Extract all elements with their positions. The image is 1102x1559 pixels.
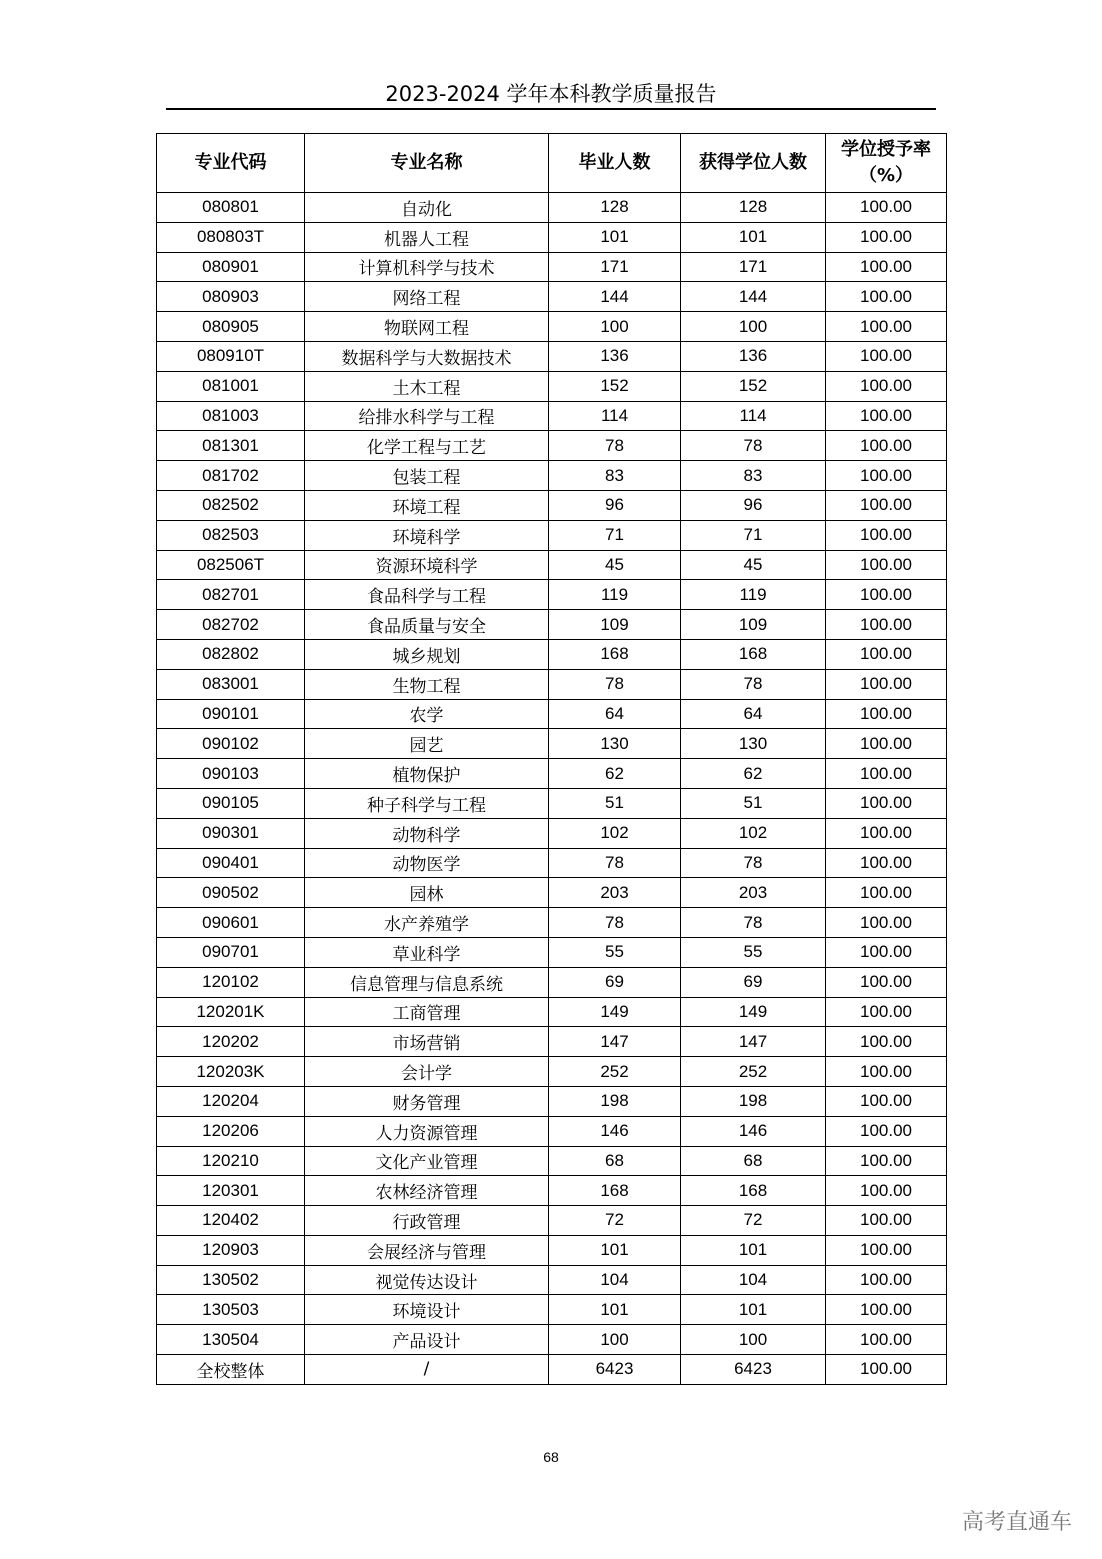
graduates-count: 102 [549, 818, 681, 848]
degree-count: 101 [681, 1235, 826, 1265]
major-name: 视觉传达设计 [305, 1265, 549, 1295]
table-row [157, 1325, 947, 1355]
major-name: 市场营销 [305, 1027, 549, 1057]
major-name: 城乡规划 [305, 639, 549, 669]
degree-award-table [156, 133, 947, 1385]
major-code: 120402 [157, 1206, 305, 1236]
major-name: 食品科学与工程 [305, 580, 549, 610]
table-row [157, 699, 947, 729]
major-code: 130504 [157, 1325, 305, 1355]
major-code: 120102 [157, 967, 305, 997]
major-code: 082502 [157, 490, 305, 520]
major-name: 数据科学与大数据技术 [305, 341, 549, 371]
major-code: 120201K [157, 997, 305, 1027]
degree-count: 78 [681, 431, 826, 461]
degree-count: 198 [681, 1086, 826, 1116]
degree-count: 168 [681, 1176, 826, 1206]
award-rate: 100.00 [826, 312, 947, 342]
major-code: 120203K [157, 1057, 305, 1087]
table-row [157, 252, 947, 282]
award-rate: 100.00 [826, 610, 947, 640]
major-name: 物联网工程 [305, 312, 549, 342]
major-name: 动物科学 [305, 818, 549, 848]
major-name: 动物医学 [305, 848, 549, 878]
degree-count: 128 [681, 193, 826, 223]
graduates-count: 119 [549, 580, 681, 610]
major-code: 080905 [157, 312, 305, 342]
award-rate: 100.00 [826, 1116, 947, 1146]
award-rate: 100.00 [826, 669, 947, 699]
graduates-count: 71 [549, 520, 681, 550]
major-code: 090401 [157, 848, 305, 878]
graduates-count: 78 [549, 431, 681, 461]
table-row [157, 193, 947, 223]
major-name: 行政管理 [305, 1206, 549, 1236]
award-rate: 100.00 [826, 490, 947, 520]
major-name: 园艺 [305, 729, 549, 759]
major-code: 090105 [157, 788, 305, 818]
degree-count: 101 [681, 1295, 826, 1325]
degree-count: 78 [681, 848, 826, 878]
degree-count: 64 [681, 699, 826, 729]
degree-count: 119 [681, 580, 826, 610]
graduates-count: 69 [549, 967, 681, 997]
award-rate: 100.00 [826, 818, 947, 848]
graduates-count: 78 [549, 669, 681, 699]
major-name: 网络工程 [305, 282, 549, 312]
table-row [157, 1176, 947, 1206]
major-name: 会计学 [305, 1057, 549, 1087]
award-rate: 100.00 [826, 193, 947, 223]
table-row [157, 431, 947, 461]
major-code: 090103 [157, 759, 305, 789]
major-code: 130503 [157, 1295, 305, 1325]
major-code: 080803T [157, 222, 305, 252]
degree-count: 55 [681, 937, 826, 967]
total-degrees: 6423 [681, 1355, 826, 1385]
total-graduates: 6423 [549, 1355, 681, 1385]
major-code: 120903 [157, 1235, 305, 1265]
table-row [157, 520, 947, 550]
major-code: 082701 [157, 580, 305, 610]
award-rate: 100.00 [826, 1146, 947, 1176]
degree-count: 45 [681, 550, 826, 580]
award-rate: 100.00 [826, 252, 947, 282]
graduates-count: 144 [549, 282, 681, 312]
major-name: 环境科学 [305, 520, 549, 550]
graduates-count: 78 [549, 908, 681, 938]
major-name: 种子科学与工程 [305, 788, 549, 818]
degree-count: 130 [681, 729, 826, 759]
major-code: 120206 [157, 1116, 305, 1146]
degree-count: 168 [681, 639, 826, 669]
award-rate: 100.00 [826, 431, 947, 461]
major-name: 文化产业管理 [305, 1146, 549, 1176]
graduates-count: 62 [549, 759, 681, 789]
table-row [157, 967, 947, 997]
table-row [157, 282, 947, 312]
major-name: 财务管理 [305, 1086, 549, 1116]
award-rate: 100.00 [826, 371, 947, 401]
major-code: 082503 [157, 520, 305, 550]
award-rate: 100.00 [826, 1206, 947, 1236]
major-name: 草业科学 [305, 937, 549, 967]
major-name: 自动化 [305, 193, 549, 223]
column-header: 学位授予率（%） [826, 134, 947, 193]
major-name: 环境设计 [305, 1295, 549, 1325]
graduates-count: 109 [549, 610, 681, 640]
degree-count: 252 [681, 1057, 826, 1087]
table-row [157, 1265, 947, 1295]
graduates-count: 83 [549, 461, 681, 491]
degree-count: 144 [681, 282, 826, 312]
graduates-count: 152 [549, 371, 681, 401]
major-name: 工商管理 [305, 997, 549, 1027]
table-row [157, 490, 947, 520]
award-rate: 100.00 [826, 1176, 947, 1206]
major-code: 130502 [157, 1265, 305, 1295]
major-name: 机器人工程 [305, 222, 549, 252]
column-header: 毕业人数 [549, 134, 681, 193]
table-row [157, 788, 947, 818]
total-row [157, 1355, 947, 1385]
graduates-count: 168 [549, 1176, 681, 1206]
degree-count: 104 [681, 1265, 826, 1295]
degree-count: 109 [681, 610, 826, 640]
graduates-count: 114 [549, 401, 681, 431]
award-rate: 100.00 [826, 282, 947, 312]
degree-count: 83 [681, 461, 826, 491]
column-header: 专业代码 [157, 134, 305, 193]
degree-count: 171 [681, 252, 826, 282]
major-code: 120301 [157, 1176, 305, 1206]
degree-count: 203 [681, 878, 826, 908]
table-row [157, 312, 947, 342]
table-row [157, 580, 947, 610]
major-name: 生物工程 [305, 669, 549, 699]
major-code: 082506T [157, 550, 305, 580]
major-code: 090502 [157, 878, 305, 908]
major-code: 090102 [157, 729, 305, 759]
column-header: 专业名称 [305, 134, 549, 193]
table-row [157, 669, 947, 699]
table-row [157, 1206, 947, 1236]
award-rate: 100.00 [826, 1325, 947, 1355]
major-name: 资源环境科学 [305, 550, 549, 580]
award-rate: 100.00 [826, 937, 947, 967]
major-name: 农学 [305, 699, 549, 729]
award-rate: 100.00 [826, 1086, 947, 1116]
major-code: 080910T [157, 341, 305, 371]
award-rate: 100.00 [826, 222, 947, 252]
major-name: 环境工程 [305, 490, 549, 520]
table-body [157, 193, 947, 1355]
degree-count: 78 [681, 908, 826, 938]
table-header-row [157, 134, 947, 193]
degree-count: 68 [681, 1146, 826, 1176]
total-name: / [305, 1355, 549, 1385]
table-row [157, 1116, 947, 1146]
graduates-count: 72 [549, 1206, 681, 1236]
page-number: 68 [543, 1449, 559, 1465]
award-rate: 100.00 [826, 1295, 947, 1325]
table-row [157, 639, 947, 669]
graduates-count: 168 [549, 639, 681, 669]
major-code: 081301 [157, 431, 305, 461]
major-name: 给排水科学与工程 [305, 401, 549, 431]
graduates-count: 147 [549, 1027, 681, 1057]
table-row [157, 371, 947, 401]
total-rate: 100.00 [826, 1355, 947, 1385]
major-name: 人力资源管理 [305, 1116, 549, 1146]
graduates-count: 149 [549, 997, 681, 1027]
table-row [157, 461, 947, 491]
major-name: 产品设计 [305, 1325, 549, 1355]
award-rate: 100.00 [826, 639, 947, 669]
graduates-count: 64 [549, 699, 681, 729]
major-name: 植物保护 [305, 759, 549, 789]
major-name: 计算机科学与技术 [305, 252, 549, 282]
award-rate: 100.00 [826, 580, 947, 610]
table-row [157, 222, 947, 252]
graduates-count: 51 [549, 788, 681, 818]
major-name: 水产养殖学 [305, 908, 549, 938]
graduates-count: 171 [549, 252, 681, 282]
degree-count: 100 [681, 312, 826, 342]
table-row [157, 401, 947, 431]
award-rate: 100.00 [826, 341, 947, 371]
degree-count: 114 [681, 401, 826, 431]
graduates-count: 100 [549, 312, 681, 342]
major-name: 会展经济与管理 [305, 1235, 549, 1265]
report-title: 2023-2024 学年本科教学质量报告 [385, 82, 717, 106]
graduates-count: 136 [549, 341, 681, 371]
major-code: 083001 [157, 669, 305, 699]
table-row [157, 997, 947, 1027]
degree-count: 51 [681, 788, 826, 818]
major-code: 120202 [157, 1027, 305, 1057]
award-rate: 100.00 [826, 1265, 947, 1295]
major-name: 化学工程与工艺 [305, 431, 549, 461]
table-row [157, 848, 947, 878]
award-rate: 100.00 [826, 878, 947, 908]
table-row [157, 878, 947, 908]
degree-count: 136 [681, 341, 826, 371]
graduates-count: 101 [549, 222, 681, 252]
graduates-count: 55 [549, 937, 681, 967]
major-code: 081001 [157, 371, 305, 401]
degree-count: 78 [681, 669, 826, 699]
degree-count: 146 [681, 1116, 826, 1146]
degree-count: 96 [681, 490, 826, 520]
table-row [157, 610, 947, 640]
table-row [157, 1235, 947, 1265]
major-code: 080801 [157, 193, 305, 223]
award-rate: 100.00 [826, 997, 947, 1027]
table-row [157, 1295, 947, 1325]
table-row [157, 1027, 947, 1057]
graduates-count: 203 [549, 878, 681, 908]
graduates-count: 101 [549, 1295, 681, 1325]
graduates-count: 45 [549, 550, 681, 580]
table-row [157, 1057, 947, 1087]
degree-count: 69 [681, 967, 826, 997]
column-header: 获得学位人数 [681, 134, 826, 193]
total-label: 全校整体 [157, 1355, 305, 1385]
major-code: 082702 [157, 610, 305, 640]
major-code: 081003 [157, 401, 305, 431]
major-name: 信息管理与信息系统 [305, 967, 549, 997]
graduates-count: 101 [549, 1235, 681, 1265]
header-divider [166, 108, 936, 110]
major-code: 081702 [157, 461, 305, 491]
award-rate: 100.00 [826, 1057, 947, 1087]
award-rate: 100.00 [826, 729, 947, 759]
table-row [157, 937, 947, 967]
graduates-count: 68 [549, 1146, 681, 1176]
major-code: 090101 [157, 699, 305, 729]
table-row [157, 550, 947, 580]
major-name: 包装工程 [305, 461, 549, 491]
table-row [157, 908, 947, 938]
major-code: 080903 [157, 282, 305, 312]
award-rate: 100.00 [826, 699, 947, 729]
major-name: 土木工程 [305, 371, 549, 401]
graduates-count: 100 [549, 1325, 681, 1355]
graduates-count: 130 [549, 729, 681, 759]
table-row [157, 759, 947, 789]
award-rate: 100.00 [826, 1235, 947, 1265]
graduates-count: 104 [549, 1265, 681, 1295]
graduates-count: 78 [549, 848, 681, 878]
graduates-count: 128 [549, 193, 681, 223]
award-rate: 100.00 [826, 401, 947, 431]
degree-count: 102 [681, 818, 826, 848]
award-rate: 100.00 [826, 1027, 947, 1057]
table-row [157, 818, 947, 848]
major-code: 090301 [157, 818, 305, 848]
award-rate: 100.00 [826, 967, 947, 997]
graduates-count: 96 [549, 490, 681, 520]
watermark-text: 高考直通车 [962, 1510, 1073, 1535]
table-row [157, 341, 947, 371]
graduates-count: 198 [549, 1086, 681, 1116]
major-name: 园林 [305, 878, 549, 908]
degree-count: 101 [681, 222, 826, 252]
award-rate: 100.00 [826, 550, 947, 580]
award-rate: 100.00 [826, 848, 947, 878]
degree-count: 152 [681, 371, 826, 401]
table-row [157, 729, 947, 759]
award-rate: 100.00 [826, 788, 947, 818]
major-name: 农林经济管理 [305, 1176, 549, 1206]
table-row [157, 1146, 947, 1176]
table-row [157, 1086, 947, 1116]
award-rate: 100.00 [826, 908, 947, 938]
major-code: 080901 [157, 252, 305, 282]
degree-count: 149 [681, 997, 826, 1027]
major-code: 090601 [157, 908, 305, 938]
graduates-count: 252 [549, 1057, 681, 1087]
award-rate: 100.00 [826, 759, 947, 789]
major-name: 食品质量与安全 [305, 610, 549, 640]
degree-count: 62 [681, 759, 826, 789]
degree-count: 71 [681, 520, 826, 550]
award-rate: 100.00 [826, 461, 947, 491]
major-code: 120204 [157, 1086, 305, 1116]
major-code: 120210 [157, 1146, 305, 1176]
award-rate: 100.00 [826, 520, 947, 550]
major-code: 090701 [157, 937, 305, 967]
degree-count: 100 [681, 1325, 826, 1355]
degree-count: 147 [681, 1027, 826, 1057]
major-code: 082802 [157, 639, 305, 669]
graduates-count: 146 [549, 1116, 681, 1146]
degree-count: 72 [681, 1206, 826, 1236]
